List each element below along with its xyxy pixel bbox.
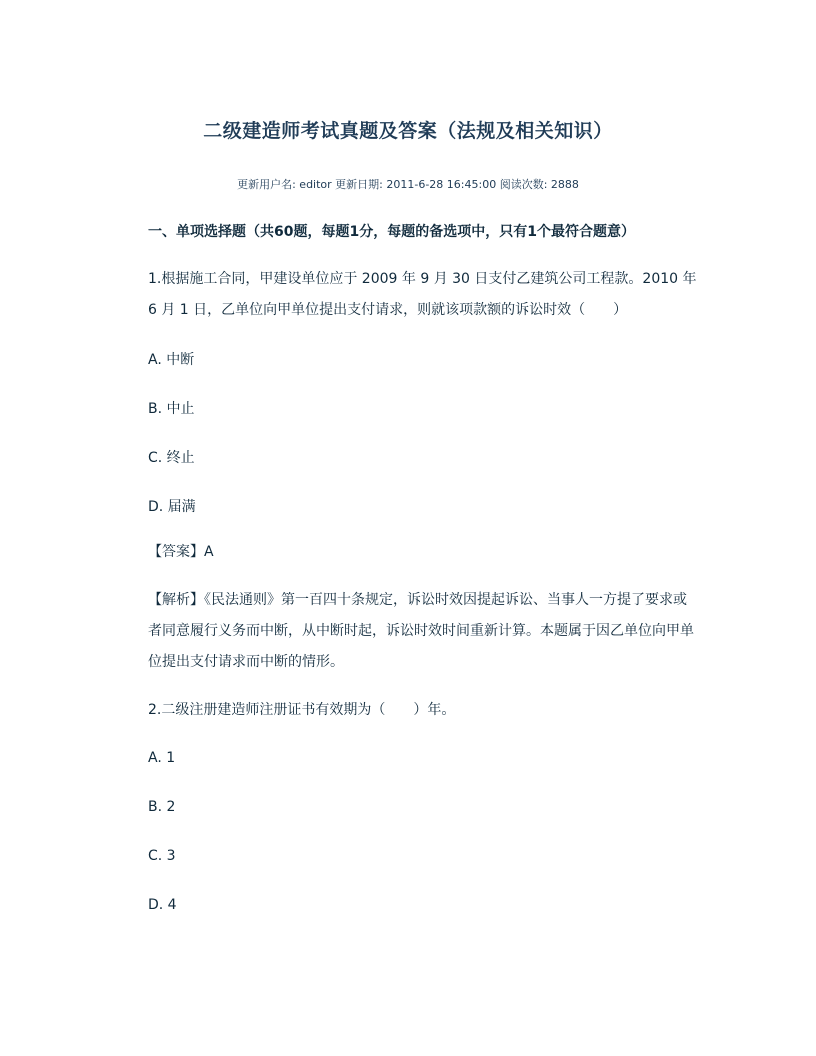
question-2-option-c: C. 3 — [148, 848, 176, 864]
question-1-stem: 1.根据施工合同，甲建设单位应于 2009 年 9 月 30 日支付乙建筑公司工程款。2010 年 6 月 1 日，乙单位向甲单位提出支付请求，则就该项款额的诉讼时效（ ） — [148, 271, 697, 318]
document-meta: 更新用户名: editor 更新日期: 2011-6-28 16:45:00 阅读次数: 2888 — [237, 178, 579, 191]
document-title: 二级建造师考试真题及答案（法规及相关知识） — [203, 120, 613, 142]
question-1-answer: 【答案】A — [148, 544, 214, 560]
question-1-option-b: B. 中止 — [148, 401, 195, 417]
question-1-text — [118, 264, 698, 326]
section-heading: 一、单项选择题（共60题，每题1分，每题的备选项中，只有1个最符合题意） — [148, 224, 635, 240]
question-2-text — [118, 695, 698, 726]
question-1-analysis — [118, 585, 698, 678]
question-2-option-a: A. 1 — [148, 750, 176, 766]
analysis-text: 【解析】《民法通则》第一百四十条规定，诉讼时效因提起诉讼、当事人一方提了要求或者同意履行义务而中断，从中断时起，诉讼时效时间重新计算。本题属于因乙单位向甲单位提出支付请求而中断的情形。 — [148, 592, 694, 670]
question-1-option-c: C. 终止 — [148, 450, 195, 466]
question-1-option-d: D. 届满 — [148, 499, 196, 515]
question-1-option-a: A. 中断 — [148, 352, 195, 368]
question-2-option-d: D. 4 — [148, 897, 177, 913]
question-2-option-b: B. 2 — [148, 799, 176, 815]
question-2-stem: 2.二级注册建造师注册证书有效期为（ ）年。 — [148, 702, 456, 718]
